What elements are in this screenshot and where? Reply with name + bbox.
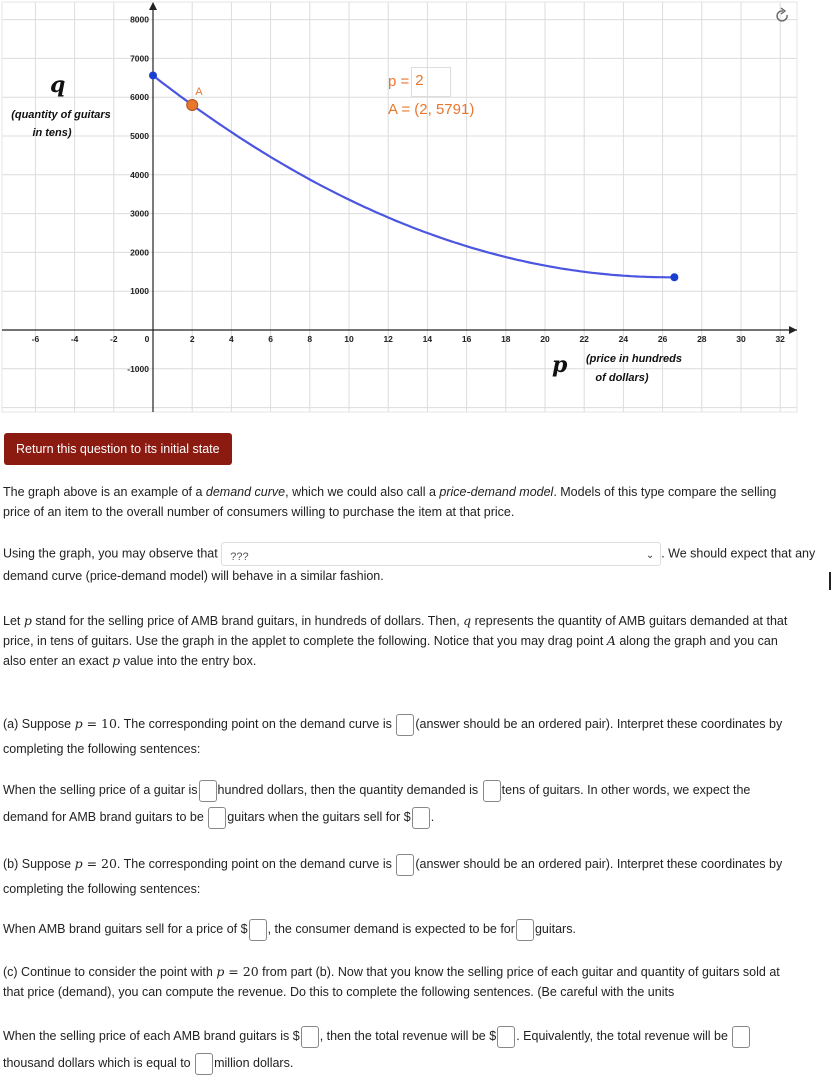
curve-end-point (670, 273, 678, 281)
y-axis-arrow (149, 2, 157, 10)
draggable-point-a[interactable] (187, 99, 198, 110)
part-b-price-input[interactable] (249, 919, 267, 941)
part-a-demand-input[interactable] (208, 807, 226, 829)
point-a-readout: A = (2, 5791) (388, 101, 475, 118)
part-c-s2: , then the total revenue will be $ (319, 1029, 497, 1043)
setup-var-p: p (23, 613, 32, 628)
part-a-tail: (answer should be an ordered pair). Interpret these coordinates by (415, 717, 783, 731)
part-b-s1: When AMB brand guitars sell for a price of $ (3, 922, 248, 936)
part-b-var-p: p (74, 856, 83, 871)
setup-text-line3b: value into the entry box. (120, 654, 257, 668)
x-tick-label: 30 (736, 334, 746, 344)
part-b-sentences (3, 917, 833, 942)
part-a-s3: tens of guitars. In other words, we expect the (501, 783, 751, 797)
x-tick-label: 14 (422, 334, 433, 344)
part-a-mid: . The corresponding point on the demand curve is (116, 717, 392, 731)
part-b-line2: completing the following sentences: (3, 882, 201, 896)
part-a-line2: completing the following sentences: (3, 742, 201, 756)
x-axis-symbol: p (552, 352, 568, 378)
point-a-label: A (195, 85, 203, 98)
y-tick-label: -1000 (127, 363, 149, 374)
chevron-down-icon: ⌄ (645, 550, 655, 561)
intro-text-2: , which we could also call a (285, 485, 440, 499)
part-a-point-input[interactable] (396, 714, 414, 736)
y-axis-label-line2: in tens) (32, 127, 72, 139)
x-tick-label: 0 (144, 334, 150, 344)
part-a-sentences (3, 777, 833, 831)
p-entry (388, 67, 451, 97)
setup-var-p2: p (112, 653, 121, 668)
y-tick-label: 1000 (130, 286, 149, 297)
part-a-var-p: p (74, 716, 83, 731)
demand-graph-applet[interactable] (0, 0, 835, 420)
y-tick-label: 3000 (130, 208, 149, 219)
x-tick-label: 6 (268, 334, 273, 344)
part-a-price-input[interactable] (199, 780, 217, 802)
part-c-sentences (3, 1023, 833, 1077)
setup-paragraph (3, 611, 833, 671)
part-c-revenue-dollars-input[interactable] (497, 1026, 515, 1048)
part-c-s1: When the selling price of each AMB brand guitars is $ (3, 1029, 300, 1043)
observe-suffix: . We should expect that any (661, 546, 816, 561)
x-axis-label-line1: (price in hundreds (586, 353, 682, 365)
part-b-eq: = 20 (82, 856, 117, 871)
part-c-question (3, 962, 833, 1002)
intro-paragraph (3, 482, 823, 522)
part-b-demand-input[interactable] (516, 919, 534, 941)
x-tick-label: 18 (501, 334, 511, 344)
reset-question-button[interactable]: Return this question to its initial state (4, 433, 232, 465)
part-c-s5: million dollars. (214, 1056, 294, 1070)
part-a-question (3, 711, 833, 762)
part-a-s5: guitars when the guitars sell for $ (227, 810, 411, 824)
x-tick-label: 16 (461, 334, 472, 344)
part-c-eq: = 20 (224, 964, 259, 979)
setup-var-a: A (606, 633, 616, 648)
y-tick-label: 2000 (130, 247, 149, 258)
part-c-line2: that price (demand), you can compute the revenue. Do this to complete the following sentences. (Be careful with the units (3, 985, 675, 999)
part-a-s6: . (430, 810, 435, 824)
x-tick-label: 28 (697, 334, 707, 344)
part-a-eq: = 10 (82, 716, 117, 731)
observation-dropdown[interactable] (221, 542, 661, 566)
x-tick-label: 12 (383, 334, 393, 344)
refresh-icon[interactable] (777, 8, 787, 21)
setup-text-a: Let (3, 614, 24, 628)
part-a-dollars-input[interactable] (412, 807, 430, 829)
part-c-revenue-millions-input[interactable] (195, 1053, 213, 1075)
intro-em-demand-curve: demand curve (205, 485, 286, 499)
y-tick-label: 7000 (130, 53, 149, 64)
part-a-s2: hundred dollars, then the quantity demanded is (217, 783, 479, 797)
setup-text-b: stand for the selling price of AMB brand guitars, in hundreds of dollars. Then, (31, 614, 464, 628)
x-tick-label: 8 (307, 334, 313, 344)
setup-text-line3a: also enter an exact (3, 654, 113, 668)
x-axis-label-line2: of dollars) (595, 372, 649, 384)
x-axis-arrow (789, 326, 797, 334)
x-tick-label: 26 (657, 334, 668, 344)
part-c-s4: thousand dollars which is equal to (3, 1056, 191, 1070)
axes (2, 2, 797, 412)
x-tick-label: 4 (229, 334, 234, 344)
curve-start-point (149, 71, 157, 79)
part-c-var-p: p (216, 964, 225, 979)
part-c-revenue-thousands-input[interactable] (732, 1026, 750, 1048)
part-c-rest: from part (b). Now that you know the selling price of each guitar and quantity of guitars sold at (258, 965, 780, 979)
setup-var-q: q (463, 613, 472, 628)
setup-text-d: along the graph and you can (615, 634, 778, 648)
part-a-quantity-input[interactable] (483, 780, 501, 802)
part-a-lead: (a) Suppose (3, 717, 75, 731)
setup-text-c: represents the quantity of AMB guitars demanded at that (471, 614, 788, 628)
intro-text-1: The graph above is an example of a (3, 485, 206, 499)
x-tick-label: 20 (540, 334, 550, 344)
text-cursor (829, 572, 831, 590)
part-c-price-input[interactable] (301, 1026, 319, 1048)
y-axis-symbol: q (50, 72, 66, 98)
x-tick-label: 10 (344, 334, 354, 344)
dropdown-value: ??? (230, 551, 249, 563)
part-c-lead: (c) Continue to consider the point with (3, 965, 217, 979)
intro-em-price-demand: price-demand model (439, 485, 554, 499)
part-a-s4: demand for AMB brand guitars to be (3, 810, 204, 824)
y-tick-label: 4000 (130, 169, 149, 180)
y-axis-label-line1: (quantity of guitars (11, 109, 111, 121)
x-tick-label: 32 (775, 334, 785, 344)
part-b-lead: (b) Suppose (3, 857, 75, 871)
x-tick-label: -6 (31, 334, 40, 344)
observe-line2: demand curve (price-demand model) will behave in a similar fashion. (3, 569, 384, 583)
observe-paragraph (3, 542, 833, 586)
intro-text-4: price of an item to the overall number of consumers willing to purchase the item at that price. (3, 505, 515, 519)
y-tick-label: 8000 (130, 14, 149, 25)
part-a-s1: When the selling price of a guitar is (3, 783, 198, 797)
part-c-s3: . Equivalently, the total revenue will be (516, 1029, 728, 1043)
p-input-box[interactable]: 2 (411, 67, 451, 97)
part-b-question (3, 851, 833, 902)
x-tick-label: -2 (110, 334, 118, 344)
x-tick-label: 22 (579, 334, 589, 344)
setup-text-line2: price, in tens of guitars. Use the graph in the applet to complete the following. Notice that you may drag point (3, 634, 607, 648)
x-tick-label: 24 (618, 334, 629, 344)
grid (2, 2, 797, 412)
part-b-s2: , the consumer demand is expected to be for (267, 922, 515, 936)
x-tick-label: -4 (70, 334, 79, 344)
x-tick-label: 2 (189, 334, 195, 344)
part-b-s3: guitars. (534, 922, 576, 936)
observe-prefix: Using the graph, you may observe that (3, 546, 218, 561)
part-b-tail: (answer should be an ordered pair). Interpret these coordinates by (415, 857, 783, 871)
part-b-mid: . The corresponding point on the demand curve is (116, 857, 392, 871)
y-tick-label: 6000 (130, 92, 149, 103)
p-entry-label: p = (388, 72, 410, 90)
y-tick-label: 5000 (130, 131, 149, 141)
part-b-point-input[interactable] (396, 854, 414, 876)
graph-border (2, 2, 797, 412)
intro-text-3: . Models of this type compare the selling (553, 485, 777, 499)
